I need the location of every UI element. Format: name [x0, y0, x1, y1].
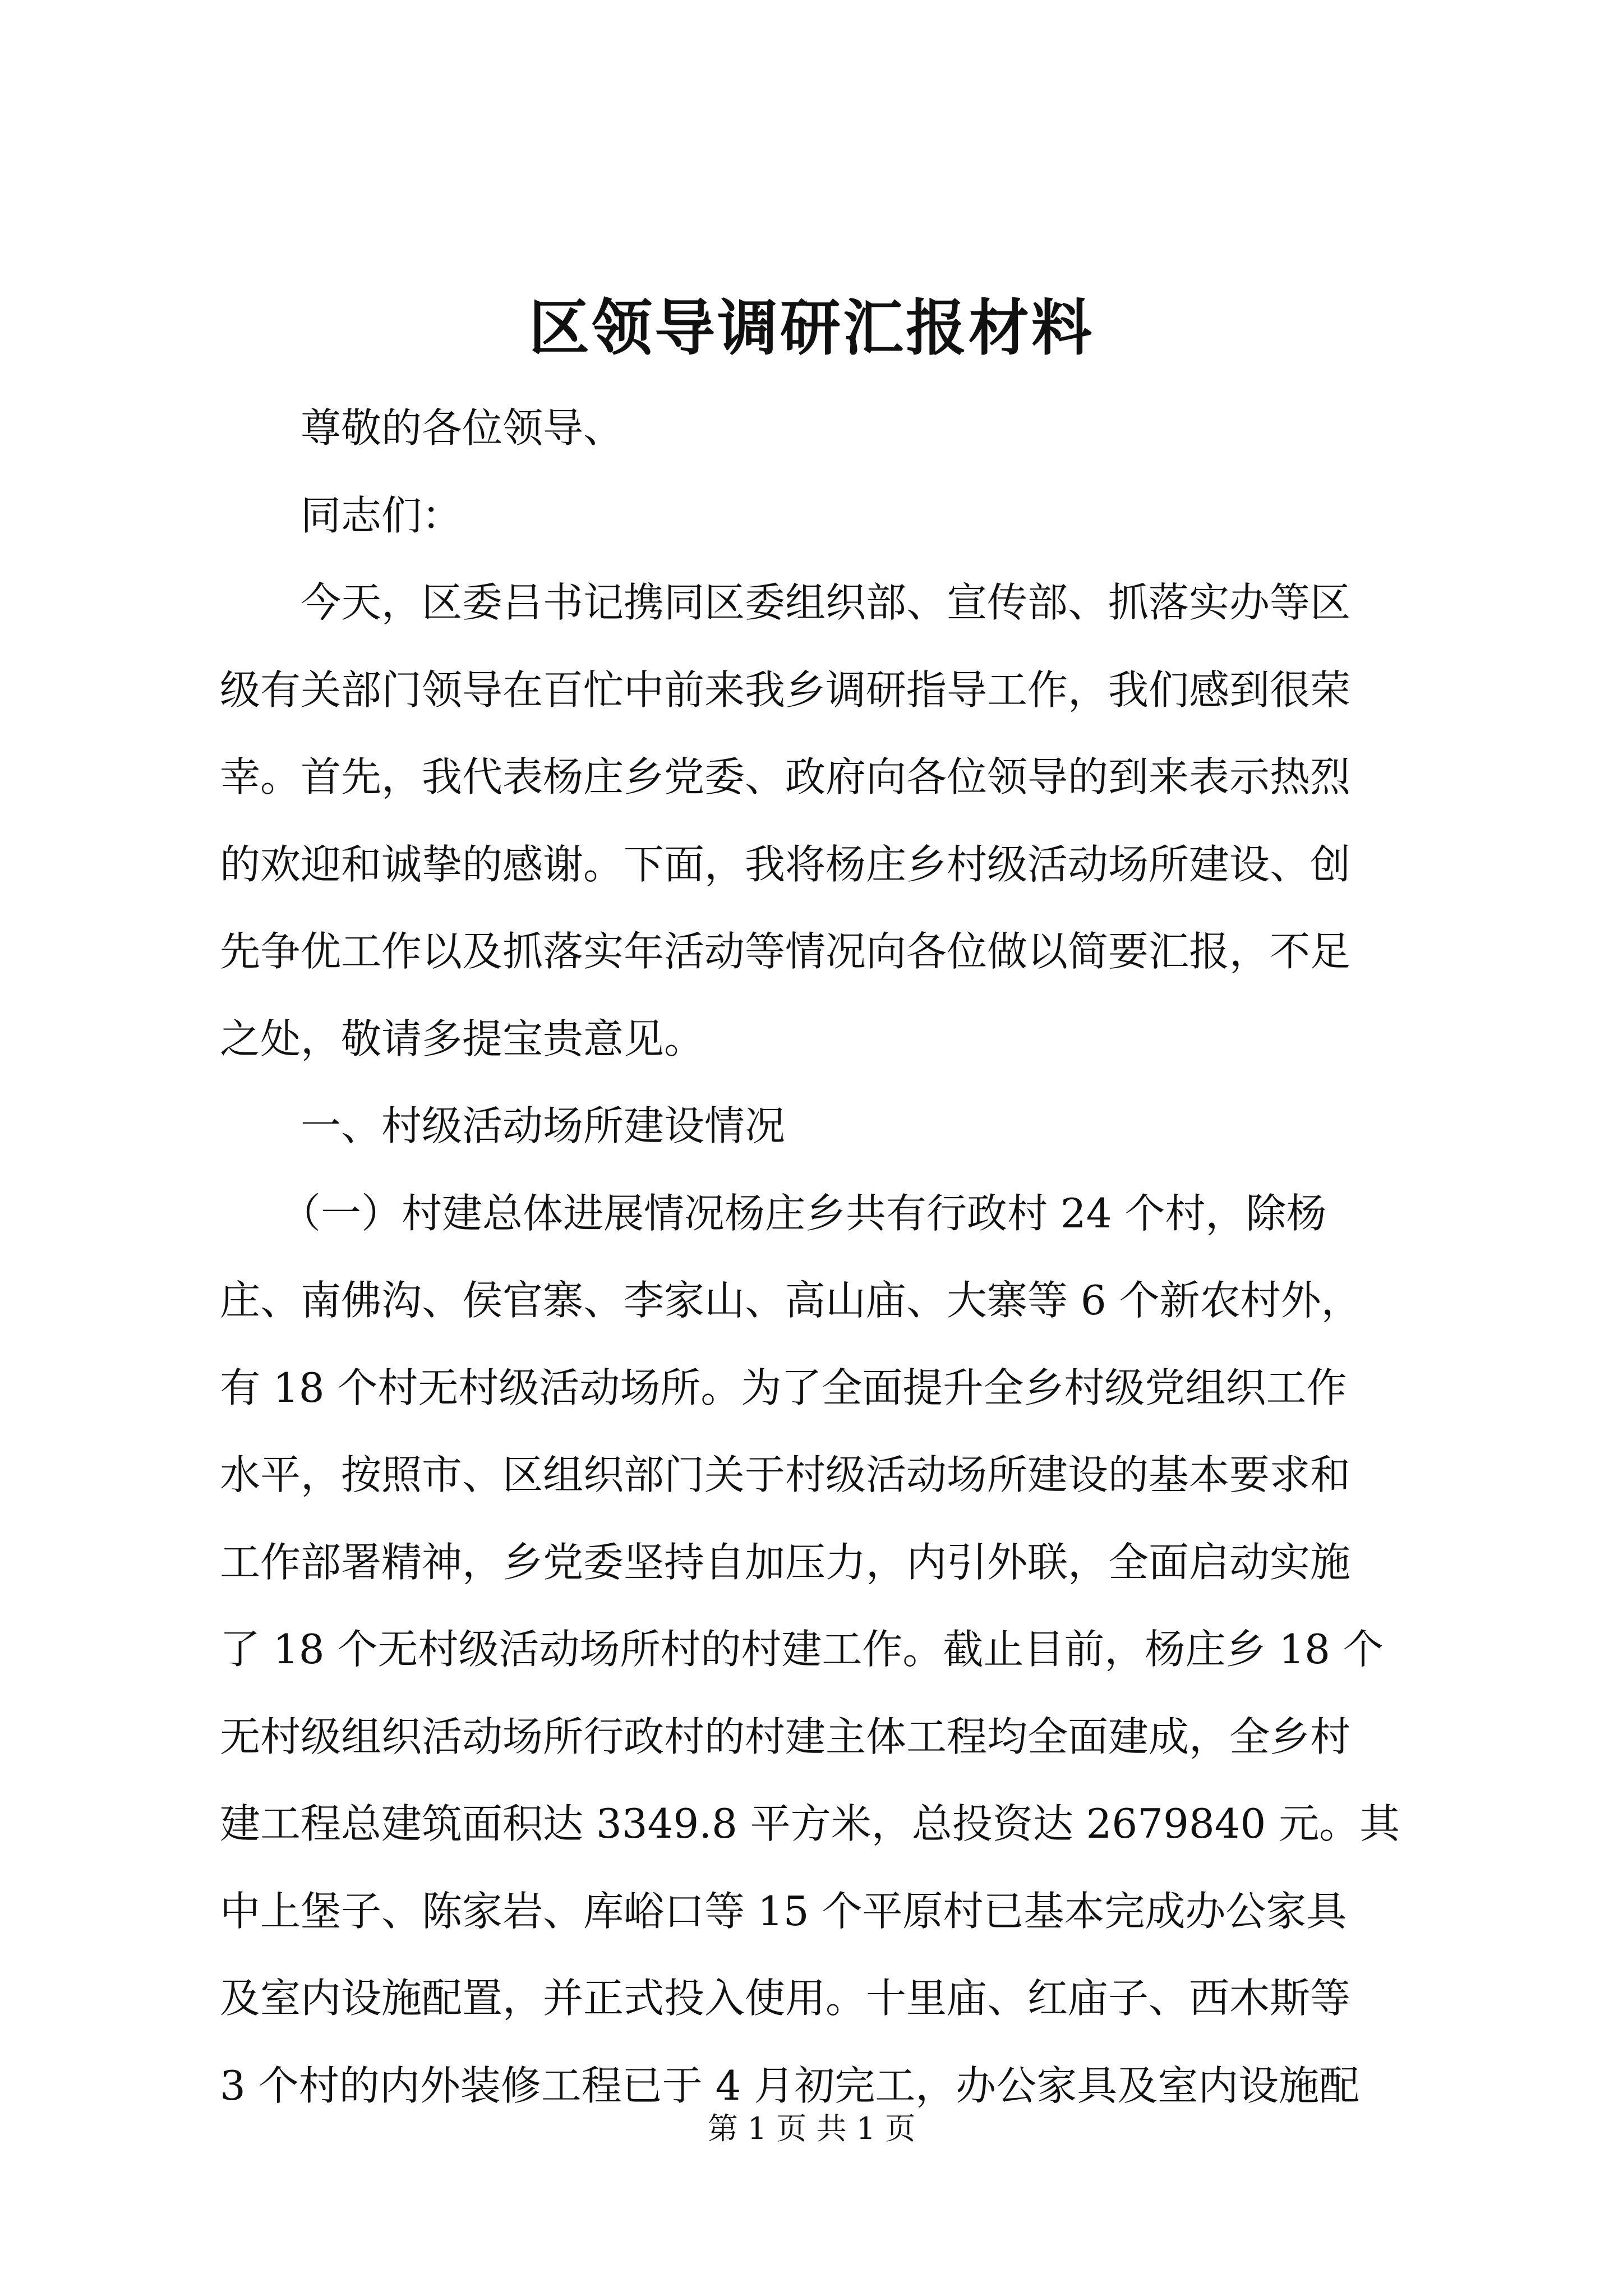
- body-line: 有 18 个村无村级活动场所。为了全面提升全乡村级党组织工作: [220, 1364, 1347, 1411]
- body-line: 幸。首先，我代表杨庄乡党委、政府向各位领导的到来表示热烈: [220, 753, 1351, 800]
- body-line: 水平，按照市、区组织部门关于村级活动场所建设的基本要求和: [220, 1451, 1351, 1498]
- body-line: 建工程总建筑面积达 3349.8 平方米，总投资达 2679840 元。其: [220, 1800, 1400, 1847]
- body-line: 先争优工作以及抓落实年活动等情况向各位做以简要汇报，不足: [220, 928, 1351, 975]
- body-line: 级有关部门领导在百忙中前来我乡调研指导工作，我们感到很荣: [220, 666, 1351, 714]
- body-line: 庄、南佛沟、侯官寨、李家山、高山庙、大寨等 6 个新农村外，: [220, 1277, 1362, 1324]
- body-line: （一）村建总体进展情况杨庄乡共有行政村 24 个村，除杨: [220, 1189, 1327, 1237]
- body-line: 了 18 个无村级活动场所村的村建工作。截止目前，杨庄乡 18 个: [220, 1626, 1384, 1673]
- body-line: 及室内设施配置，并正式投入使用。十里庙、红庙子、西木斯等: [220, 1975, 1351, 2022]
- body-line: 无村级组织活动场所行政村的村建主体工程均全面建成，全乡村: [220, 1713, 1351, 1760]
- document-title: 区领导调研汇报材料: [528, 293, 1094, 364]
- body-line: 之处，敬请多提宝贵意见。: [220, 1015, 705, 1062]
- body-line: 中上堡子、陈家岩、库峪口等 15 个平原村已基本完成办公家具: [220, 1887, 1347, 1935]
- section-heading: 一、村级活动场所建设情况: [220, 1102, 786, 1149]
- body-line: 尊敬的各位领导、: [220, 404, 624, 452]
- body-line: 今天，区委吕书记携同区委组织部、宣传部、抓落实办等区: [220, 579, 1351, 626]
- document-body: [220, 385, 1431, 2129]
- page-footer: 第 1 页 共 1 页: [707, 2111, 916, 2146]
- body-line: 工作部署精神，乡党委坚持自加压力，内引外联，全面启动实施: [220, 1538, 1351, 1586]
- body-line: 同志们：: [220, 491, 463, 539]
- body-line: 的欢迎和诚挚的感谢。下面，我将杨庄乡村级活动场所建设、创: [220, 840, 1351, 888]
- body-line: 3 个村的内外装修工程已于 4 月初完工，办公家具及室内设施配: [220, 2062, 1360, 2109]
